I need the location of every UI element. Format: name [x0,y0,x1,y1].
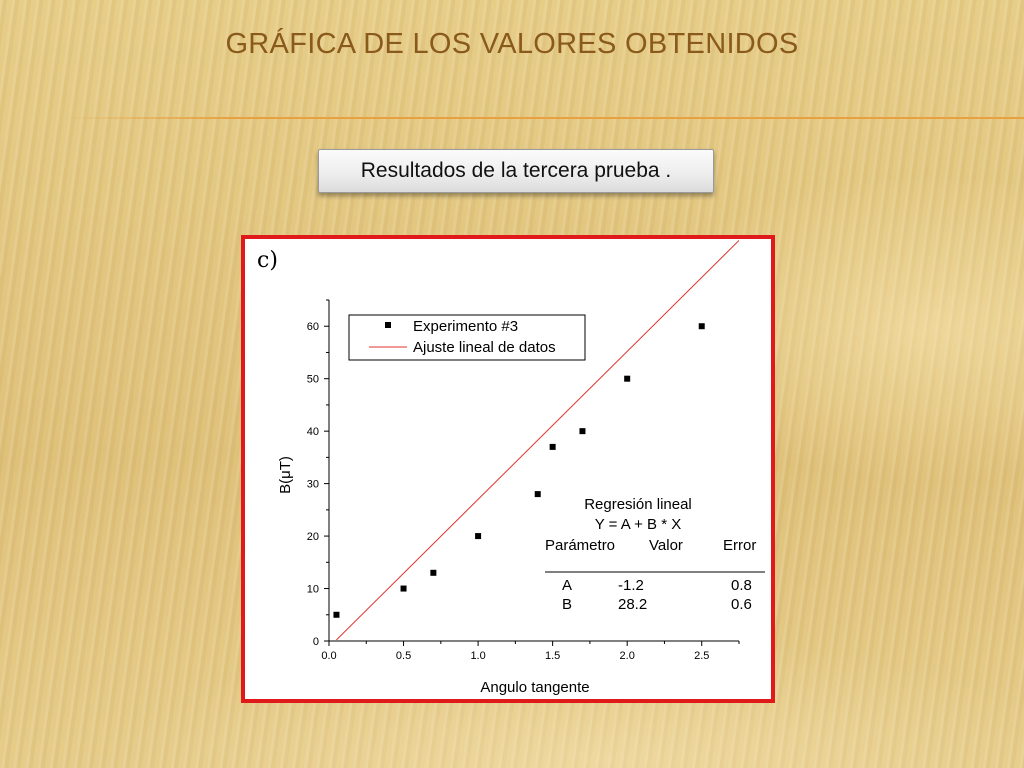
regression-row-a-error: 0.8 [731,577,752,594]
legend-label-experimento: Experimento #3 [413,318,519,335]
data-point [430,570,436,576]
regression-title: Regresión lineal [584,496,692,513]
regression-row-b-error: 0.6 [731,596,752,613]
y-tick-label: 20 [306,531,319,544]
y-tick-label: 0 [312,636,319,648]
regression-row-b-param: B [562,596,573,613]
legend [349,315,585,360]
data-point [535,491,541,497]
regression-header-valor: Valor [649,537,683,554]
title-divider [62,117,1024,119]
x-tick-label: 0.0 [321,650,337,662]
regression-header-param: Parámetro [545,537,616,554]
x-tick-label: 2.5 [694,650,710,662]
regression-header-error: Error [723,537,757,554]
data-point [333,612,339,618]
x-tick-label: 1.0 [470,650,486,662]
regression-equation: Y = A + B * X [594,516,682,533]
panel-label: c) [257,248,278,273]
regression-row-a-valor: -1.2 [618,577,644,594]
y-tick-label: 10 [306,583,319,596]
x-tick-label: 0.5 [395,650,412,662]
data-point [550,444,556,450]
legend-marker-experimento [385,322,391,328]
data-point [579,428,585,434]
y-tick-label: 30 [306,478,319,491]
x-axis-title: Angulo tangente [480,679,590,696]
data-point [699,323,705,329]
regression-table [545,496,765,613]
regression-row-b-valor: 28.2 [618,596,648,613]
y-axis-title: B(μT) [277,456,294,494]
y-tick-label: 50 [306,373,319,386]
y-tick-label: 60 [306,321,319,334]
series [333,240,739,639]
regression-row-a-param: A [562,577,573,594]
data-point [475,533,481,539]
y-tick-label: 40 [306,426,319,439]
scatter-chart [245,239,771,699]
subtitle-box [318,149,714,193]
fit-line [336,240,739,639]
chart-figure [241,235,775,703]
subtitle-text: Resultados de la tercera prueba . [360,159,672,182]
x-tick-label: 1.5 [544,650,561,662]
data-point [401,586,407,592]
legend-label-ajuste: Ajuste lineal de datos [413,339,556,356]
x-tick-label: 2.0 [619,650,635,662]
slide-title: GRÁFICA DE LOS VALORES OBTENIDOS [225,28,799,60]
data-point [624,376,630,382]
